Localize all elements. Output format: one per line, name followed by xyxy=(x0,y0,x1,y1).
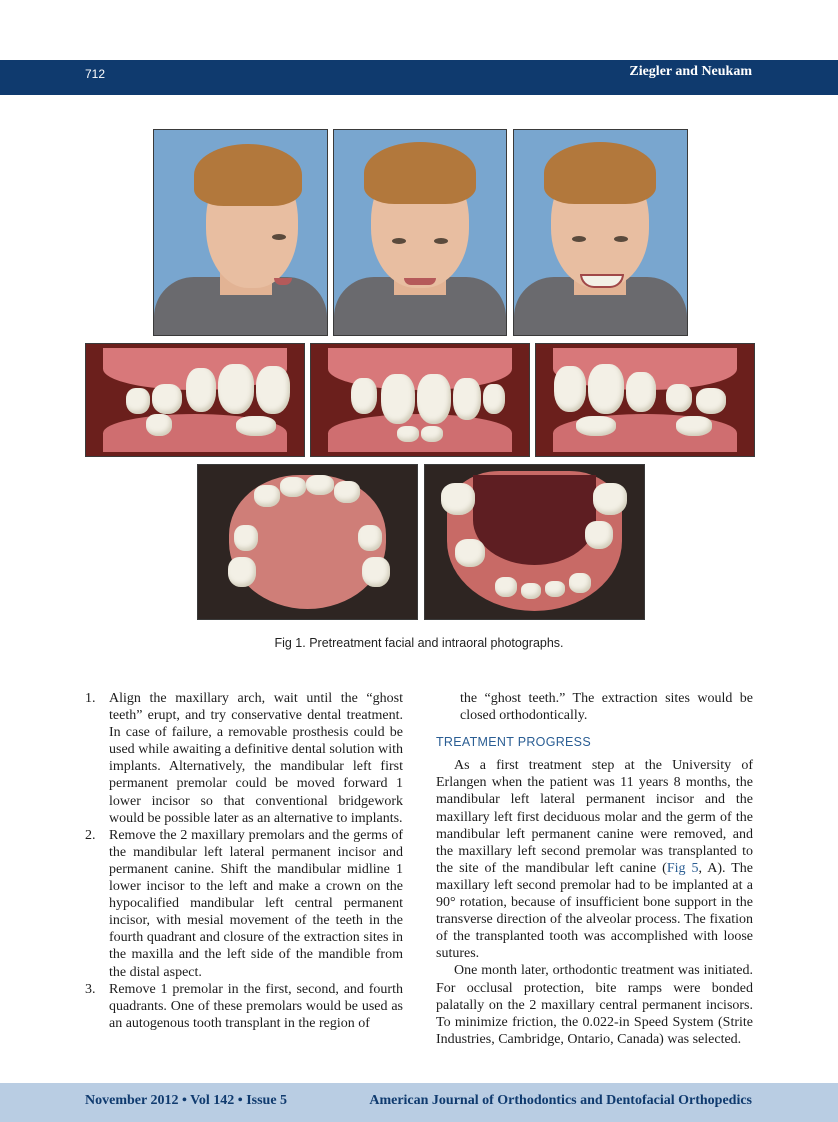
list-item-text: Align the maxillary arch, wait until the “ghost teeth” erupt, and try conservative dental treatment. In case of failure, a removable prosthesis could be used while awaiting a definitive dental solution with implants. Alternatively, the mandibular left first permanent premolar could be moved forward 1 lower incisor so that conventional bridgework would be possible later as an alternative to implants. xyxy=(109,691,403,826)
figure-caption: Fig 1. Pretreatment facial and intraoral photographs. xyxy=(274,636,564,650)
treatment-options-list xyxy=(85,690,403,1032)
facial-photo-frontal xyxy=(333,129,507,336)
page-footer xyxy=(0,1083,838,1122)
body-paragraph: One month later, orthodontic treatment was initiated. For occlusal protection, bite ramps were bonded palatally on the 2 maxillary central permanent incisors. To minimize friction, the 0.022-in Speed System (Strite Industries, Cambridge, Ontario, Canada) was selected. xyxy=(436,963,753,1047)
issue-info: November 2012 • Vol 142 • Issue 5 xyxy=(85,1093,288,1108)
page-header xyxy=(0,60,838,95)
list-item xyxy=(85,690,403,827)
paragraph-text: As a first treatment step at the University of Erlangen when the patient was 11 years 8 months, the mandibular left lateral permanent incisor and the maxillary left first deciduous molar and the germ of the mandibular left permanent canine were removed, and the maxillary left second premolar was transplanted to the site of the mandibular left canine ( xyxy=(436,758,753,876)
page-number: 712 xyxy=(85,67,106,81)
intraoral-photo-frontal xyxy=(310,343,530,457)
intraoral-photo-right xyxy=(85,343,305,457)
paragraph-text: , A). The maxillary left second premolar had to be implanted at a 90° rotation, because of insufficient bone support in the transverse direction of the alveolar process. The fixation of the transplanted tooth was accomplished with loose sutures. xyxy=(436,860,754,962)
list-item-text: Remove the 2 maxillary premolars and the germs of the mandibular left lateral permanent incisor and permanent canine. Shift the mandibular midline 1 lower incisor to the left and make a crown on the hypocalified mandibular left central permanent incisor, with mesial movement of the teeth in the fourth quadrant and closure of the extraction sites in the maxilla and the left side of the mandible from the distal aspect. xyxy=(109,827,403,980)
right-column xyxy=(436,690,753,1048)
body-paragraph xyxy=(436,757,753,962)
section-heading: TREATMENT PROGRESS xyxy=(436,735,591,750)
list-item-continuation: the “ghost teeth.” The extraction sites would be closed orthodontically. xyxy=(460,691,753,724)
list-item xyxy=(85,981,403,1032)
facial-photo-profile xyxy=(153,129,328,336)
list-item-text: Remove 1 premolar in the first, second, and fourth quadrants. One of these premolars would be used as an autogenous tooth transplant in the region of xyxy=(109,981,403,1031)
list-item-number: 3. xyxy=(85,981,96,997)
occlusal-photo-mandibular xyxy=(424,464,645,620)
journal-name: American Journal of Orthodontics and Dentofacial Orthopedics xyxy=(369,1093,752,1108)
intraoral-photo-left xyxy=(535,343,755,457)
occlusal-photo-maxillary xyxy=(197,464,418,620)
figure-reference-link[interactable]: Fig 5 xyxy=(666,860,699,876)
running-head: Ziegler and Neukam xyxy=(629,64,752,79)
list-item-number: 1. xyxy=(85,691,96,706)
left-column xyxy=(85,690,403,1032)
facial-photo-smiling xyxy=(513,129,688,336)
list-item-number: 2. xyxy=(85,827,96,843)
list-item xyxy=(85,827,403,981)
